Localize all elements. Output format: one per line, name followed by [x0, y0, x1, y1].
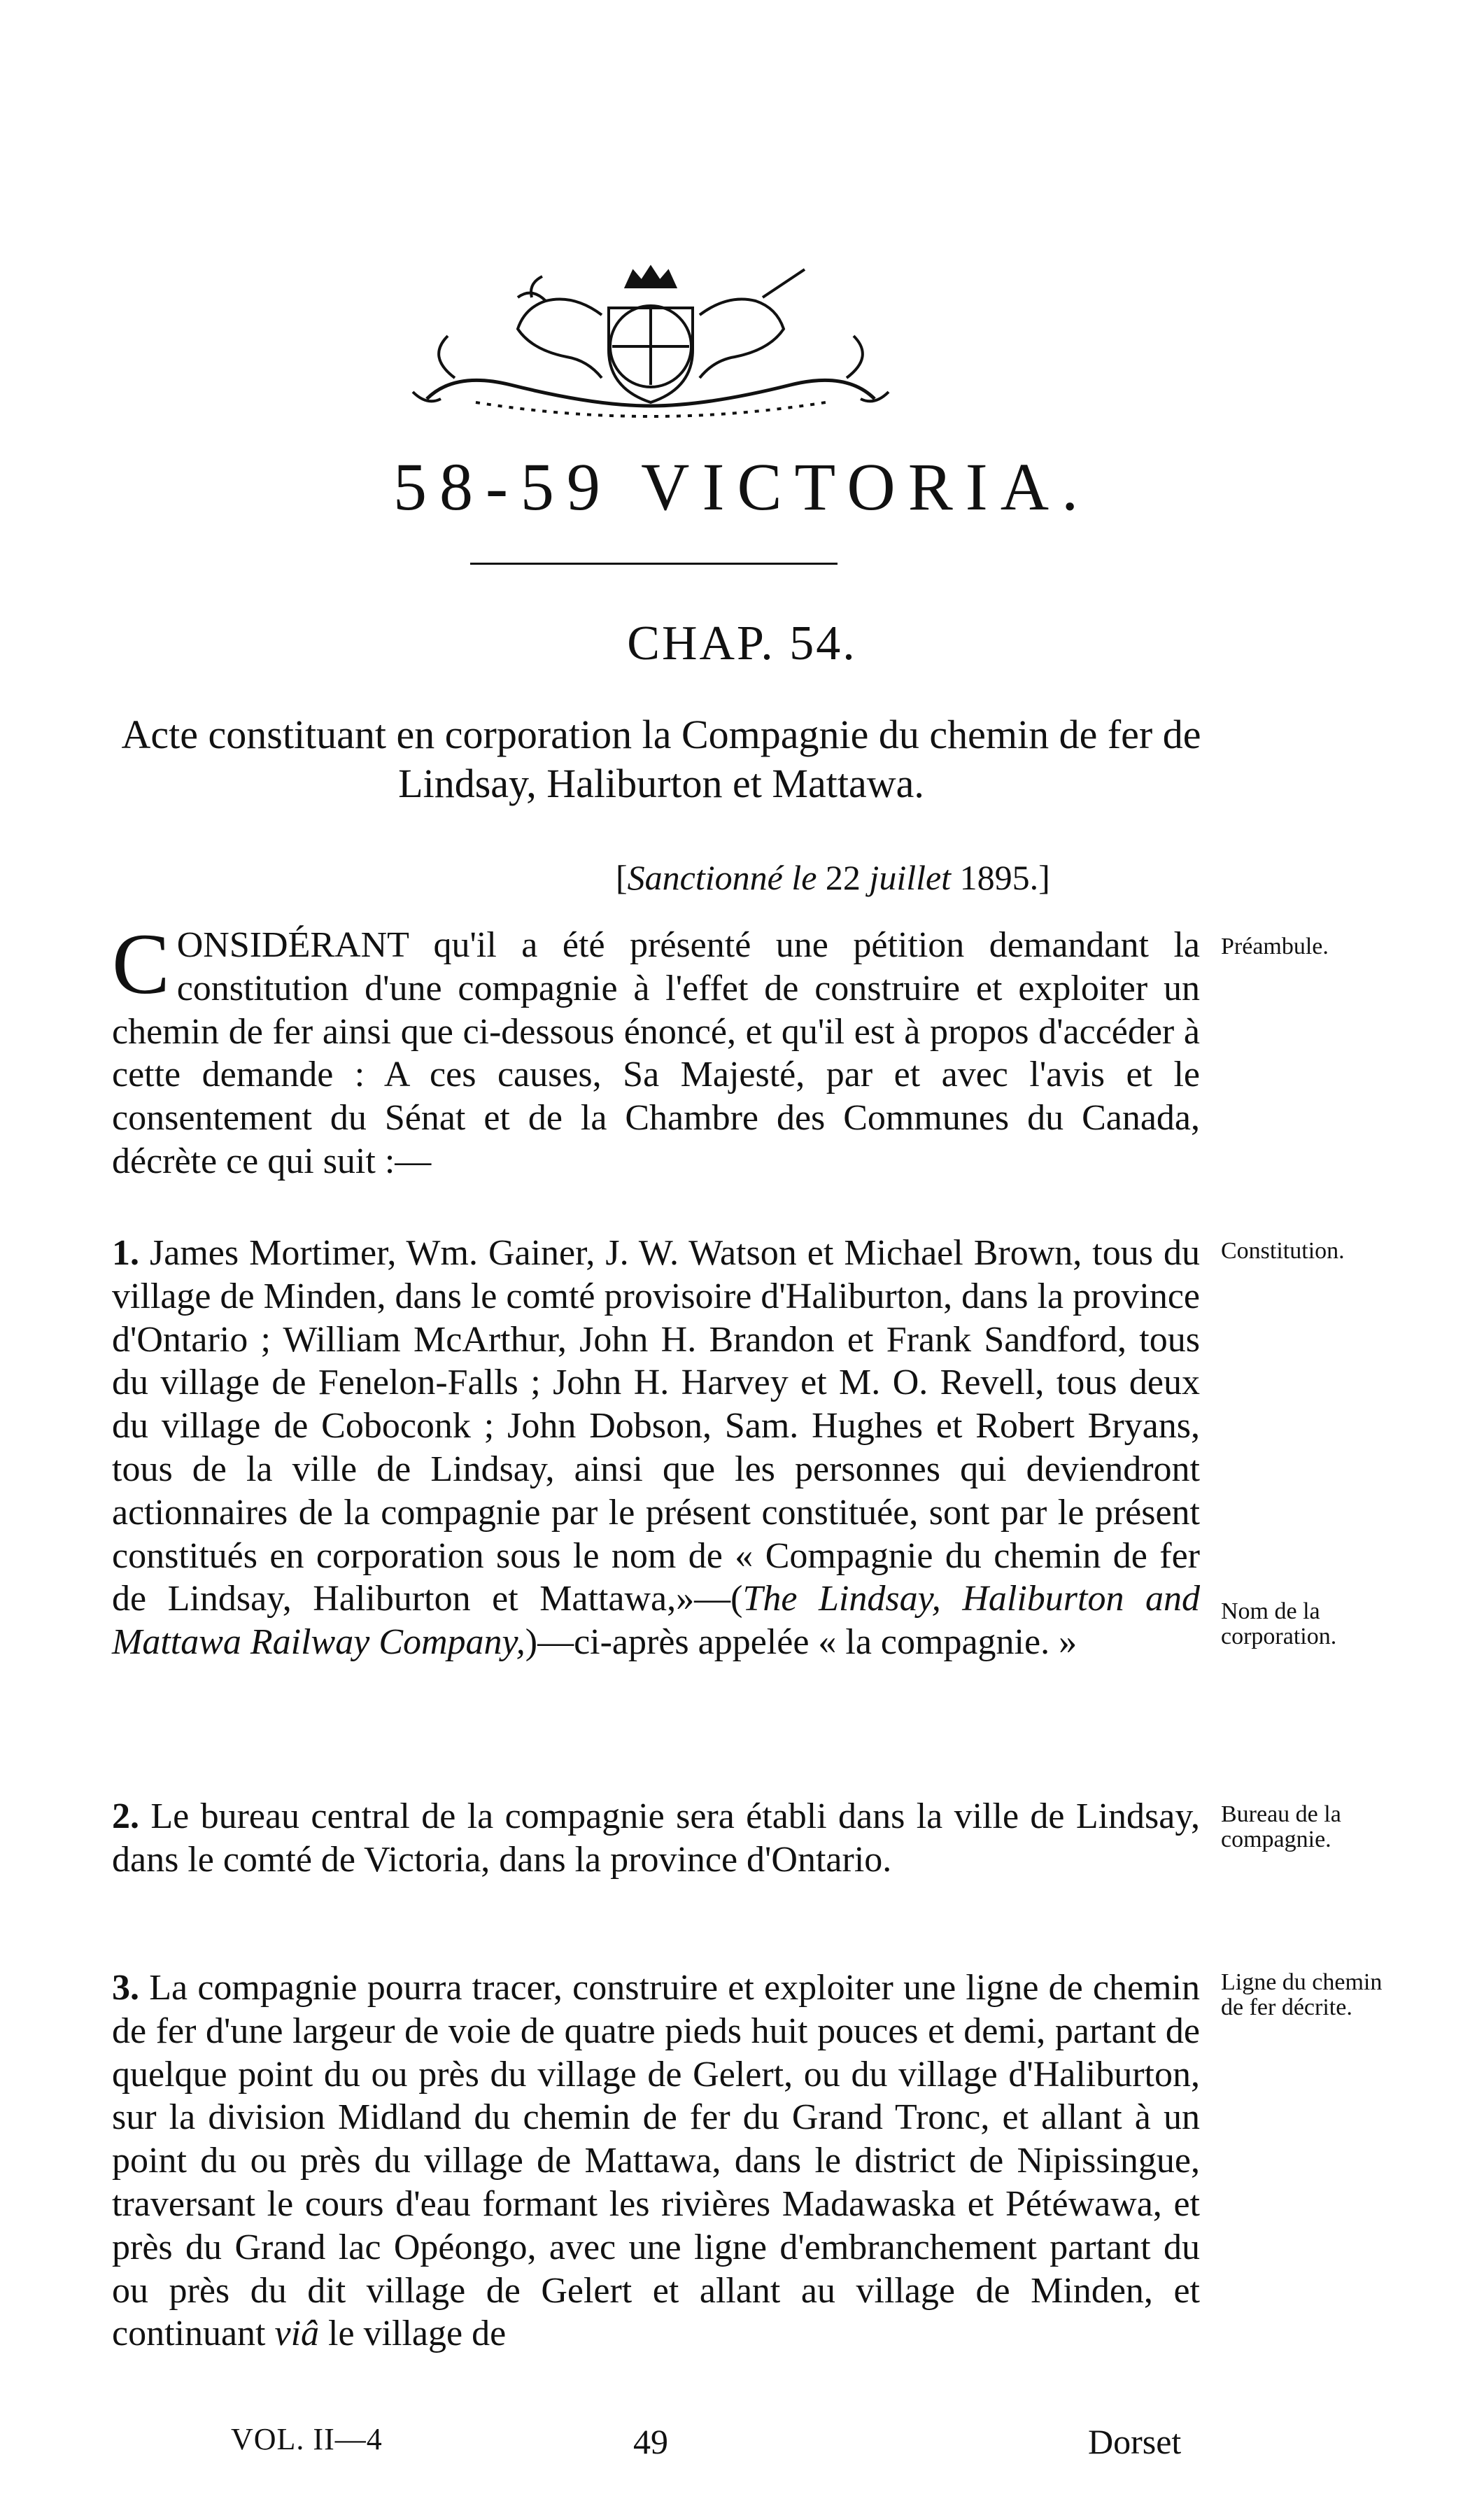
volume-mark: VOL. II—4	[231, 2422, 383, 2456]
section-1-text-end: )—ci-après appelée « la compagnie. »	[525, 1622, 1077, 1663]
section-3	[112, 1966, 1200, 2356]
section-2	[112, 1795, 1200, 1882]
sanction-month: juillet	[869, 858, 952, 897]
margin-note-preamble: Préambule.	[1221, 934, 1329, 959]
page-number: 49	[633, 2422, 668, 2461]
preamble-paragraph	[112, 916, 1200, 1183]
section-3-text: La compagnie pourra tracer, construire et exploiter une ligne de chemin de fer d'une largeur de voie de quatre pieds huit pouces et demi, partant de quelque point du ou près du village de Gelert, ou du village d'Haliburton, sur la division Midland du chemin de fer du Grand Tronc, et allant à un point du ou près du village de Mattawa, dans le district de Nipissingue, traversant le cours d'eau formant les rivières Madawaska et Pétéwawa, et près du Grand lac Opéongo, avec une ligne d'embranchement partant du ou près du dit village de Gelert et allant au village de Minden, et continuant	[112, 1968, 1201, 2354]
section-2-number: 2.	[112, 1796, 139, 1836]
act-title: Acte constituant en corporation la Compagnie du chemin de fer de Lindsay, Haliburton et Mattawa.	[121, 712, 1201, 806]
royal-coat-of-arms-icon	[371, 259, 931, 420]
preamble-dropcap: C	[112, 916, 170, 1012]
section-3-number: 3.	[112, 1968, 139, 2008]
section-1-text: James Mortimer, Wm. Gainer, J. W. Watson et Michael Brown, tous du village de Minden, dans le comté provisoire d'Haliburton, dans la province d'Ontario ; William McArthur, John H. Brandon et Frank Sandford, tous du village de Fenelon-Falls ; John H. Harvey et M. O. Revell, tous deux du village de Coboconk ; John Dobson, Sam. Hughes et Robert Bryans, tous de la ville de Lindsay, ainsi que les personnes qui deviendront actionnaires de la compagnie par le présent constituée, sont par le présent constitués en corporation sous le nom de « Compagnie du chemin de fer de Lindsay, Haliburton et Mattawa,»—(	[112, 1233, 1201, 1619]
sanction-bracket: [	[616, 858, 628, 897]
section-1-english-name: The Lindsay, Haliburton and Mattawa Railway Company,	[112, 1579, 1200, 1663]
margin-note-corporation-name: Nom de la corporation.	[1221, 1598, 1337, 1649]
sanction-date	[616, 857, 1050, 898]
sanction-year: 1895.]	[959, 858, 1050, 897]
section-2-text: Le bureau central de la compagnie sera établi dans la ville de Lindsay, dans le comté de Victoria, dans la province d'Ontario.	[112, 1796, 1200, 1880]
sanction-day: 22	[825, 858, 861, 897]
section-1	[112, 1232, 1200, 1664]
title-rule	[470, 563, 838, 565]
preamble-text: ONSIDÉRANT qu'il a été présenté une pétition demandant la constitution d'une compagnie à l'effet de construire et exploiter un chemin de fer ainsi que ci-dessous énoncé, et qu'il est à propos d'accéder à cette demande : A ces causes, Sa Majesté, par et avec l'avis et le consentement du Sénat et de la Chambre des Communes du Canada, décrète ce qui suit :—	[112, 925, 1200, 1181]
margin-note-railway-line: Ligne du chemin de fer décrite.	[1221, 1969, 1383, 2020]
margin-note-head-office: Bureau de la compagnie.	[1221, 1801, 1341, 1852]
catchword: Dorset	[1088, 2422, 1182, 2461]
chapter-heading: CHAP. 54.	[627, 617, 857, 670]
page-title: 58-59 VICTORIA.	[393, 449, 1091, 524]
section-1-number: 1.	[112, 1233, 139, 1273]
section-3-text-end: le village de	[328, 2314, 507, 2354]
margin-note-constitution: Constitution.	[1221, 1238, 1345, 1264]
section-3-via: viâ	[274, 2314, 320, 2354]
sanction-label: Sanctionné le	[627, 858, 817, 897]
